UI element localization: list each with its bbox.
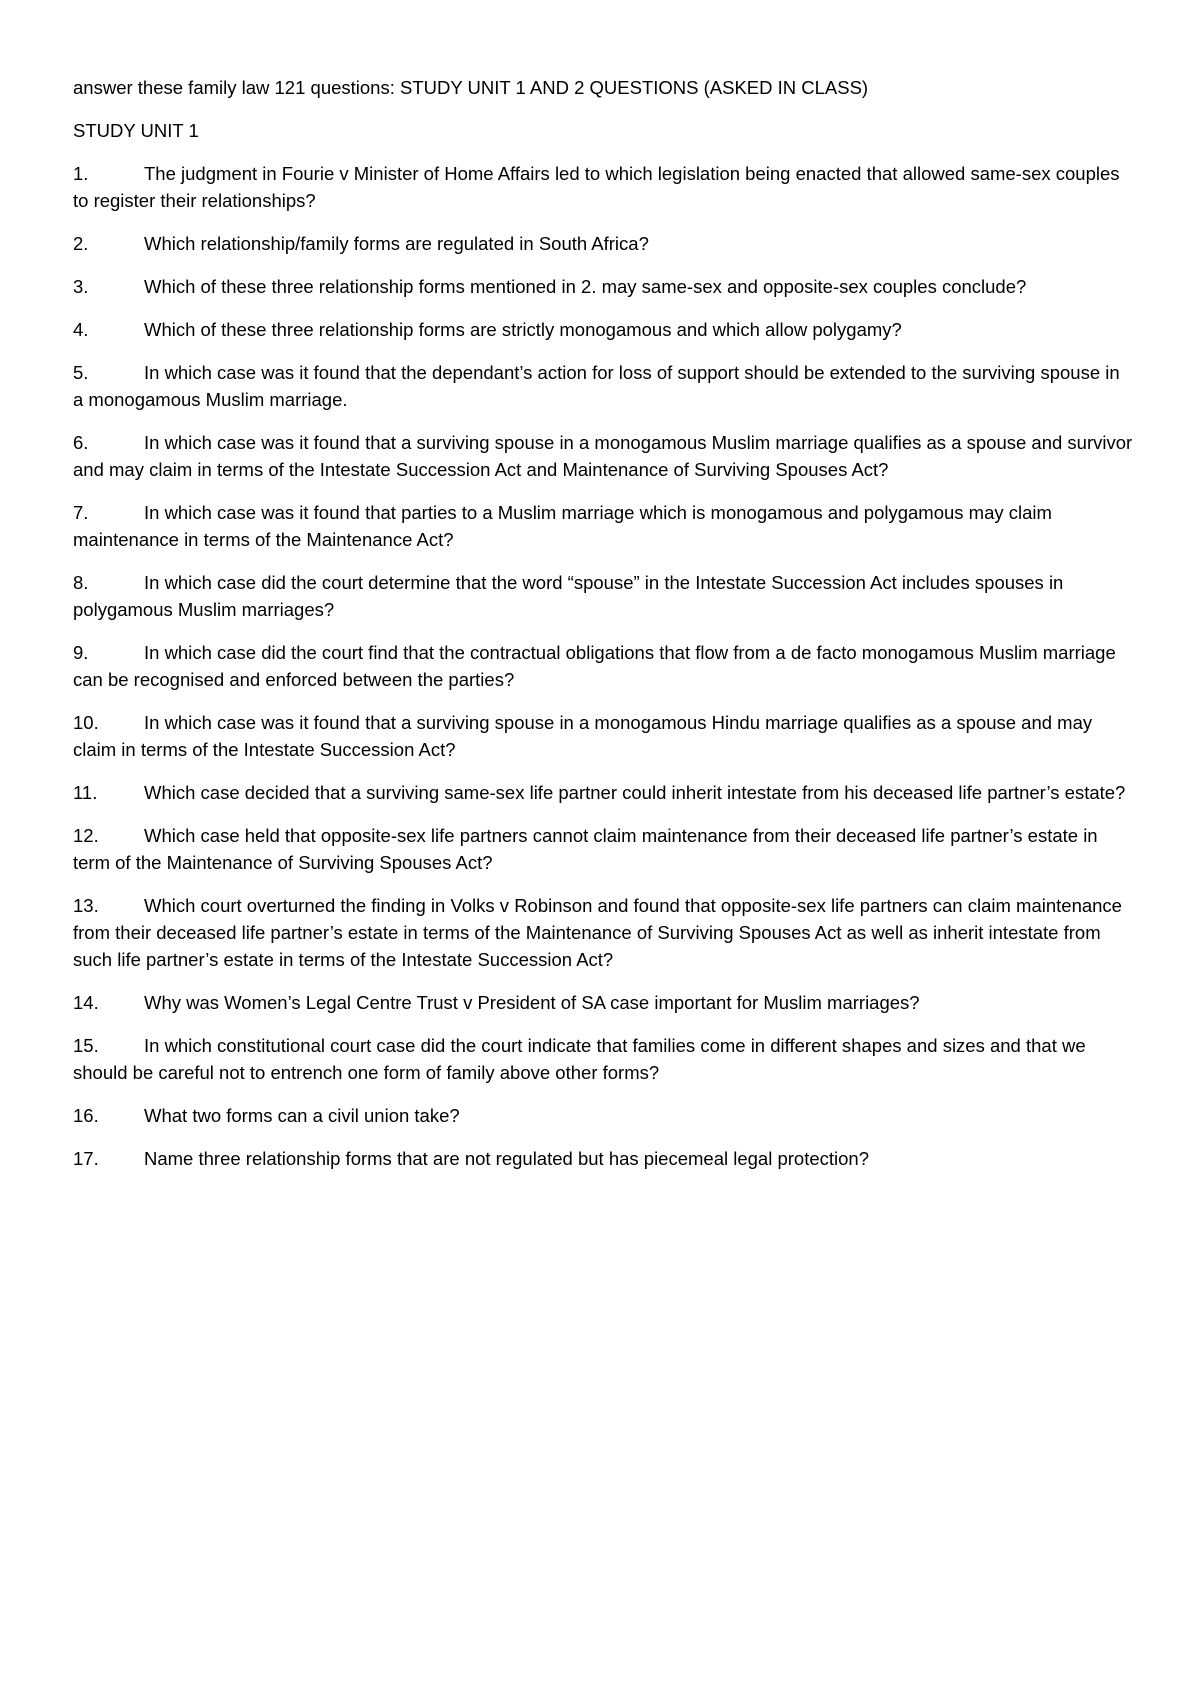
question-item <box>73 316 1133 343</box>
question-item <box>73 1145 1133 1172</box>
question-item <box>73 499 1133 553</box>
question-text: In which case was it found that a surviving spouse in a monogamous Muslim marriage qualifies as a spouse and survivor and may claim in terms of the Intestate Succession Act and Maintenance of Surviving Spouses Act? <box>73 432 1133 480</box>
question-text: Why was Women’s Legal Centre Trust v President of SA case important for Muslim marriages? <box>144 992 920 1013</box>
section-heading: STUDY UNIT 1 <box>73 120 199 141</box>
question-list <box>73 160 1133 1172</box>
question-number: 3. <box>73 276 89 297</box>
question-item <box>73 230 1133 257</box>
question-item <box>73 429 1133 483</box>
question-item <box>73 709 1133 763</box>
question-number: 14. <box>73 992 99 1013</box>
question-text: What two forms can a civil union take? <box>144 1105 460 1126</box>
question-text: In which case was it found that the dependant’s action for loss of support should be extended to the surviving spouse in a monogamous Muslim marriage. <box>73 362 1120 410</box>
question-text: Name three relationship forms that are not regulated but has piecemeal legal protection? <box>144 1148 870 1169</box>
question-text: Which case decided that a surviving same-sex life partner could inherit intestate from his deceased life partner’s estate? <box>144 782 1126 803</box>
question-text: Which court overturned the finding in Volks v Robinson and found that opposite-sex life partners can claim maintenance from their deceased life partner’s estate in terms of the Maintenance of Surviving Spouses Act as well as inherit intestate from such life partner’s estate in terms of the Intestate Succession Act? <box>73 895 1122 970</box>
question-text: Which of these three relationship forms mentioned in 2. may same-sex and opposite-sex couples conclude? <box>144 276 1027 297</box>
question-item <box>73 359 1133 413</box>
question-item <box>73 639 1133 693</box>
question-item <box>73 892 1133 973</box>
document-body <box>73 74 1133 1188</box>
question-number: 7. <box>73 502 89 523</box>
question-number: 5. <box>73 362 89 383</box>
question-text: In which case was it found that a surviving spouse in a monogamous Hindu marriage qualifies as a spouse and may claim in terms of the Intestate Succession Act? <box>73 712 1093 760</box>
question-item <box>73 779 1133 806</box>
question-text: In which case did the court find that the contractual obligations that flow from a de facto monogamous Muslim marriage can be recognised and enforced between the parties? <box>73 642 1116 690</box>
question-text: In which case was it found that parties to a Muslim marriage which is monogamous and polygamous may claim maintenance in terms of the Maintenance Act? <box>73 502 1052 550</box>
question-number: 8. <box>73 572 89 593</box>
question-item <box>73 1102 1133 1129</box>
question-item <box>73 273 1133 300</box>
question-item <box>73 1032 1133 1086</box>
question-number: 17. <box>73 1148 99 1169</box>
question-number: 9. <box>73 642 89 663</box>
question-number: 12. <box>73 825 99 846</box>
question-text: In which case did the court determine that the word “spouse” in the Intestate Succession Act includes spouses in polygamous Muslim marriages? <box>73 572 1064 620</box>
question-number: 4. <box>73 319 89 340</box>
question-number: 15. <box>73 1035 99 1056</box>
question-text: The judgment in Fourie v Minister of Home Affairs led to which legislation being enacted that allowed same-sex couples to register their relationships? <box>73 163 1120 211</box>
question-text: Which of these three relationship forms are strictly monogamous and which allow polygamy? <box>144 319 902 340</box>
question-item <box>73 569 1133 623</box>
question-number: 16. <box>73 1105 99 1126</box>
question-item <box>73 822 1133 876</box>
question-number: 2. <box>73 233 89 254</box>
question-item <box>73 989 1133 1016</box>
question-number: 6. <box>73 432 89 453</box>
question-number: 10. <box>73 712 99 733</box>
question-item <box>73 160 1133 214</box>
intro-line: answer these family law 121 questions: STUDY UNIT 1 AND 2 QUESTIONS (ASKED IN CLASS) <box>73 77 869 98</box>
question-number: 11. <box>73 782 98 803</box>
question-number: 1. <box>73 163 89 184</box>
question-text: In which constitutional court case did the court indicate that families come in different shapes and sizes and that we should be careful not to entrench one form of family above other forms? <box>73 1035 1086 1083</box>
question-text: Which relationship/family forms are regulated in South Africa? <box>144 233 649 254</box>
question-number: 13. <box>73 895 99 916</box>
question-text: Which case held that opposite-sex life partners cannot claim maintenance from their deceased life partner’s estate in term of the Maintenance of Surviving Spouses Act? <box>73 825 1098 873</box>
